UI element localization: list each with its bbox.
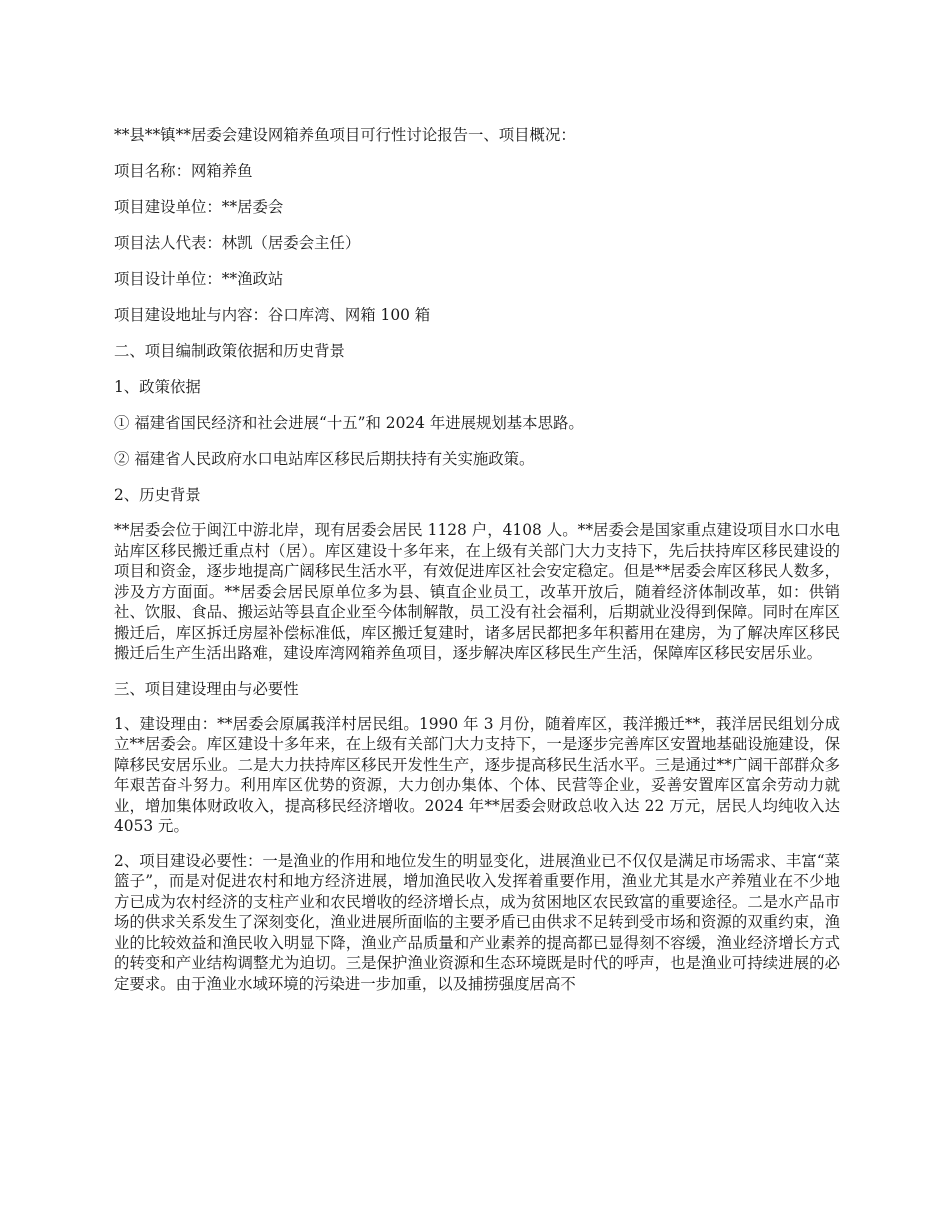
- document-page: [114, 124, 840, 1008]
- subsection-heading: 1、政策依据: [114, 378, 201, 396]
- history-paragraph: **居委会位于闽江中游北岸，现有居委会居民 1128 户，4108 人。**居委会是国家重点建设项目水口水电站库区移民搬迁重点村（居）。库区建设十多年来，在上级有关部门大力支持下，先后扶持库区移民建设的项目和资金，逐步地提高广阔移民生活水平，有效促进库区社会安定稳定。但是**居委会库区移民人数多，涉及方方面面。**居委会居民原单位多为县、镇直企业员工，改革开放后，随着经济体制改革，如：供销社、饮服、食品、搬运站等县直企业至今体制解散，员工没有社会福利，后期就业没得到保障。同时在库区搬迁后，库区拆迁房屋补偿标准低，库区搬迁复建时，诸多居民都把多年积蓄用在建房，为了解决库区移民搬迁后生产生活出路难，建设库湾网箱养鱼项目，逐步解决库区移民生产生活，保障库区移民安居乐业。: [114, 521, 840, 662]
- reason-paragraph: 1、建设理由：**居委会原属莪洋村居民组。1990 年 3 月份，随着库区，莪洋搬迁**，莪洋居民组划分成立**居委会。库区建设十多年来，在上级有关部门大力支持下，一是逐步完善库区安置地基础设施建设，保障移民安居乐业。二是大力扶持库区移民开发性生产，逐步提高移民生活水平。三是通过**广阔干部群众多年艰苦奋斗努力。利用库区优势的资源，大力创办集体、个体、民营等企业，妥善安置库区富余劳动力就业，增加集体财政收入，提高移民经济增收。2024 年**居委会财政总收入达 22 万元，居民人均纯收入达 4053 元。: [114, 714, 840, 835]
- project-name: 项目名称：网箱养鱼: [114, 162, 253, 180]
- project-address: 项目建设地址与内容：谷口库湾、网箱 100 箱: [114, 306, 431, 324]
- project-builder: 项目建设单位：**居委会: [114, 198, 284, 216]
- section-heading: 二、项目编制政策依据和历史背景: [114, 342, 345, 360]
- document-title: **县**镇**居委会建设网箱养鱼项目可行性讨论报告一、项目概况：: [114, 126, 576, 144]
- project-designer: 项目设计单位：**渔政站: [114, 270, 284, 288]
- policy-item: ① 福建省国民经济和社会进展“十五”和 2024 年进展规划基本思路。: [114, 414, 584, 432]
- necessity-paragraph: 2、项目建设必要性：一是渔业的作用和地位发生的明显变化，进展渔业已不仅仅是满足市场需求、丰富“菜篮子”，而是对促进农村和地方经济进展，增加渔民收入发挥着重要作用，渔业尤其是水产养殖业在不少地方已成为农村经济的支柱产业和农民增收的经济增长点，成为贫困地区农民致富的重要途径。二是水产品市场的供求关系发生了深刻变化，渔业进展所面临的主要矛盾已由供求不足转到受市场和资源的双重约束，渔业的比较效益和渔民收入明显下降，渔业产品质量和产业素养的提高都已显得刻不容缓，渔业经济增长方式的转变和产业结构调整尤为迫切。三是保护渔业资源和生态环境既是时代的呼声，也是渔业可持续进展的必定要求。由于渔业水域环境的污染进一步加重，以及捕捞强度居高不: [114, 851, 840, 993]
- project-legal-rep: 项目法人代表：林凯（居委会主任）: [114, 234, 361, 252]
- section-heading: 三、项目建设理由与必要性: [114, 679, 299, 698]
- policy-item: ② 福建省人民政府水口电站库区移民后期扶持有关实施政策。: [114, 450, 535, 468]
- subsection-heading: 2、历史背景: [114, 486, 201, 504]
